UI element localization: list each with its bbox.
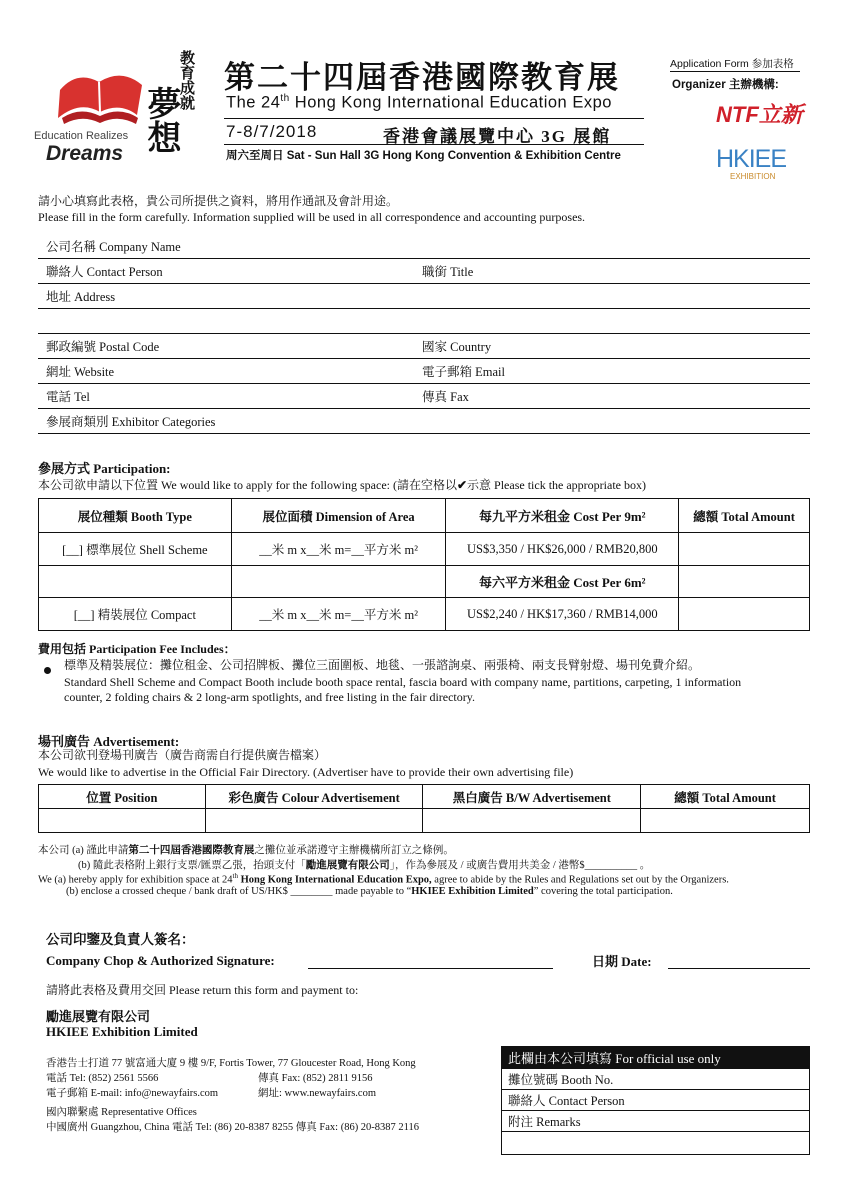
title-en bbox=[226, 93, 612, 113]
slogan-cn-small: 教育成就 bbox=[178, 50, 194, 110]
shell-scheme-total[interactable] bbox=[679, 533, 810, 566]
return-address: 香港告士打道 77 號富通大廈 9 樓 9/F, Fortis Tower, 77 Gloucester Road, Hong Kong bbox=[46, 1058, 416, 1069]
table-row bbox=[502, 1132, 810, 1155]
table-header-row bbox=[39, 499, 810, 533]
advertisement-en: We would like to advertise in the Official Fair Directory. (Advertiser have to provide their own advertising file) bbox=[38, 765, 574, 779]
organizer-label: Organizer 主辦機構: bbox=[672, 79, 779, 91]
table-row bbox=[502, 1090, 810, 1111]
return-website[interactable]: 網址: www.newayfairs.com bbox=[258, 1088, 376, 1099]
title-rule bbox=[224, 118, 644, 119]
slogan-en-line1: Education Realizes bbox=[34, 130, 129, 142]
title-label[interactable]: 職銜 Title bbox=[422, 265, 474, 279]
return-company-cn: 勵進展覽有限公司 bbox=[46, 1009, 151, 1024]
email-label[interactable]: 電子郵箱 Email bbox=[422, 365, 505, 379]
return-company-en: HKIEE Exhibition Limited bbox=[46, 1024, 198, 1039]
fee-en-line2: counter, 2 folding chairs & 2 long-arm spotlights, and free listing in the fair directory. bbox=[64, 690, 475, 704]
date-label: 日期 Date: bbox=[592, 954, 652, 969]
fee-heading: 費用包括 Participation Fee Includes： bbox=[38, 642, 236, 656]
official-booth-no[interactable]: 攤位號碼 Booth No. bbox=[502, 1069, 810, 1090]
address-field-line2[interactable] bbox=[38, 309, 810, 334]
shell-scheme-checkbox[interactable]: [__] 標準展位 Shell Scheme bbox=[39, 533, 232, 566]
check-icon: ✔ bbox=[456, 478, 468, 492]
agreement-en-b-pre: (b) enclose a crossed cheque / bank draft of US/HK$ ________ made payable to “ bbox=[66, 886, 412, 897]
compact-total[interactable] bbox=[679, 598, 810, 631]
participation-table bbox=[38, 498, 810, 631]
compact-checkbox[interactable]: [__] 精裝展位 Compact bbox=[39, 598, 232, 631]
title-cn: 第二十四屆香港國際教育展 bbox=[224, 60, 620, 95]
agreement-cn-b-pre: (b) 隨此表格附上銀行支票/匯票乙張，抬頭支付「 bbox=[78, 860, 306, 871]
header-cost-9m: 每九平方米租金 Cost Per 9m² bbox=[446, 499, 679, 533]
header-cost-6m: 每六平方米租金 Cost Per 6m² bbox=[446, 566, 679, 598]
participation-intro-post: 示意 Please tick the appropriate box) bbox=[467, 478, 646, 492]
agreement-cn-b-post: 」，作為參展及 / 或廣告費用共美金 / 港幣$__________ 。 bbox=[389, 860, 651, 871]
rep-line: 中國廣州 Guangzhou, China 電話 Tel: (86) 20-8387 8255 傳真 Fax: (86) 20-8387 2116 bbox=[46, 1122, 420, 1133]
website-email-row bbox=[38, 359, 810, 384]
agreement-en-b-post: ” covering the total participation. bbox=[533, 886, 673, 897]
table-row bbox=[39, 809, 810, 833]
signature-line[interactable] bbox=[308, 968, 553, 969]
notice-cn: 請小心填寫此表格，貴公司所提供之資料，將用作通訊及會計用途。 bbox=[38, 194, 399, 208]
shell-scheme-cost: US$3,350 / HK$26,000 / RMB20,800 bbox=[446, 533, 679, 566]
official-heading-row bbox=[502, 1047, 810, 1069]
tel-label[interactable]: 電話 Tel bbox=[46, 390, 90, 404]
header-dimension: 展位面積 Dimension of Area bbox=[231, 499, 446, 533]
contact-person-label[interactable]: 聯絡人 Contact Person bbox=[46, 265, 163, 279]
compact-cost: US$2,240 / HK$17,360 / RMB14,000 bbox=[446, 598, 679, 631]
contact-title-row bbox=[38, 259, 810, 284]
official-remarks[interactable]: 附注 Remarks bbox=[502, 1111, 810, 1132]
signature-cn: 公司印鑒及負責人簽名： bbox=[46, 932, 195, 947]
tel-fax-row bbox=[38, 384, 810, 409]
return-email[interactable]: 電子郵箱 E-mail: info@newayfairs.com bbox=[46, 1088, 219, 1099]
return-fax: 傳真 Fax: (852) 2811 9156 bbox=[258, 1073, 373, 1084]
agreement-en-a-sup: th bbox=[232, 872, 238, 880]
company-name-label: 公司名稱 Company Name bbox=[46, 240, 181, 254]
notice-en: Please fill in the form carefully. Information supplied will be used in all correspondence and accounting purposes. bbox=[38, 210, 586, 224]
shell-scheme-area[interactable]: __米 m x__米 m=__平方米 m² bbox=[231, 533, 446, 566]
colour-ad-input[interactable] bbox=[205, 809, 423, 833]
hkiee-logo-sub: EXHIBITION bbox=[730, 172, 776, 181]
return-tel: 電話 Tel: (852) 2561 5566 bbox=[46, 1073, 159, 1084]
agreement-en-a bbox=[38, 872, 729, 886]
table-row bbox=[39, 533, 810, 566]
agreement-cn-b bbox=[78, 857, 650, 872]
position-input[interactable] bbox=[39, 809, 206, 833]
bullet-icon bbox=[44, 661, 51, 679]
fee-cn: 標準及精裝展位：攤位租金、公司招牌板、攤位三面圍板、地毯、一張諮詢桌、兩張椅、兩支長臂射燈、場刊免費介紹。 bbox=[64, 658, 701, 672]
header-colour-ad: 彩色廣告 Colour Advertisement bbox=[205, 785, 423, 809]
title-en-pre: The 24 bbox=[226, 93, 281, 112]
header-position: 位置 Position bbox=[39, 785, 206, 809]
official-heading: 此欄由本公司填寫 For official use only bbox=[502, 1047, 810, 1069]
table-row bbox=[502, 1069, 810, 1090]
agreement-en-a-bold: Hong Kong International Education Expo, bbox=[237, 874, 432, 886]
empty-cell bbox=[231, 566, 446, 598]
slogan-cn-big: 夢想 bbox=[142, 86, 179, 154]
title-en-sup: th bbox=[280, 93, 290, 104]
advertisement-heading: 場刊廣告 Advertisement: bbox=[38, 734, 180, 749]
rep-heading: 國內聯繫處 Representative Offices bbox=[46, 1107, 197, 1118]
fee-en-line1: Standard Shell Scheme and Compact Booth include booth space rental, fascia board with company name, partitions, carpeting, 1 information bbox=[64, 675, 742, 689]
address-field[interactable] bbox=[38, 284, 810, 309]
slogan-en-line2: Dreams bbox=[46, 142, 124, 165]
application-form-label: Application Form 参加表格 bbox=[670, 58, 794, 70]
participation-intro bbox=[38, 478, 646, 492]
book-logo-icon bbox=[52, 60, 147, 130]
table-row bbox=[39, 598, 810, 631]
agreement-cn-a-post: 之攤位並承諾遵守主辦機構所訂立之條例。 bbox=[254, 845, 454, 856]
exhibitor-categories-label: 參展商類別 Exhibitor Categories bbox=[46, 415, 216, 429]
table-row bbox=[502, 1111, 810, 1132]
exhibitor-categories-field[interactable] bbox=[38, 409, 810, 434]
table-header-row bbox=[39, 785, 810, 809]
official-remarks-blank[interactable] bbox=[502, 1132, 810, 1155]
agreement-en-b bbox=[66, 886, 673, 897]
participation-intro-pre: 本公司欲申請以下位置 We would like to apply for the following space: (請在空格以 bbox=[38, 478, 457, 492]
venue-cn: 香港會議展覽中心 3G 展館 bbox=[383, 127, 612, 146]
header-booth-type: 展位種類 Booth Type bbox=[39, 499, 232, 533]
venue-rule bbox=[224, 144, 644, 145]
company-name-field[interactable] bbox=[38, 234, 810, 259]
organizer-rule bbox=[670, 71, 800, 72]
agreement-cn-a bbox=[38, 842, 454, 857]
agreement-cn-a-pre: 本公司 (a) 謹此申請 bbox=[38, 845, 129, 856]
ntf-logo: NTF立新 bbox=[716, 102, 803, 127]
agreement-en-a-pre: We (a) hereby apply for exhibition space at 24 bbox=[38, 874, 233, 886]
empty-cell bbox=[679, 566, 810, 598]
agreement-en-a-post: agree to abide by the Rules and Regulations set out by the Organizers. bbox=[431, 874, 729, 886]
advertisement-cn: 本公司欲刊登場刊廣告（廣告商需自行提供廣告檔案） bbox=[38, 748, 327, 762]
bw-ad-input[interactable] bbox=[423, 809, 641, 833]
official-use-box bbox=[501, 1046, 810, 1155]
postal-code-label[interactable]: 郵政編號 Postal Code bbox=[46, 340, 160, 354]
return-note: 請將此表格及費用交回 Please return this form and payment to: bbox=[46, 983, 359, 997]
title-en-post: Hong Kong International Education Expo bbox=[289, 93, 612, 112]
website-label[interactable]: 網址 Website bbox=[46, 365, 115, 379]
header-total-amount: 總額 Total Amount bbox=[679, 499, 810, 533]
address-label: 地址 Address bbox=[46, 290, 116, 304]
hkiee-logo: HKIEE bbox=[716, 145, 787, 173]
agreement-en-b-bold: HKIEE Exhibition Limited bbox=[411, 886, 534, 897]
advertisement-table bbox=[38, 784, 810, 833]
postal-country-row bbox=[38, 334, 810, 359]
ad-total-input[interactable] bbox=[641, 809, 810, 833]
participation-heading: 參展方式 Participation: bbox=[38, 461, 171, 476]
table-row bbox=[39, 566, 810, 598]
event-dates: 7-8/7/2018 bbox=[226, 122, 318, 141]
date-line[interactable] bbox=[668, 968, 810, 969]
venue-en: 周六至周日 Sat - Sun Hall 3G Hong Kong Convention & Exhibition Centre bbox=[226, 150, 621, 162]
header-bw-ad: 黑白廣告 B/W Advertisement bbox=[423, 785, 641, 809]
compact-area[interactable]: __米 m x__米 m=__平方米 m² bbox=[231, 598, 446, 631]
signature-en: Company Chop & Authorized Signature: bbox=[46, 953, 275, 968]
header-ad-total: 總額 Total Amount bbox=[641, 785, 810, 809]
agreement-cn-a-bold: 第二十四屆香港國際教育展 bbox=[128, 845, 255, 856]
empty-cell bbox=[39, 566, 232, 598]
country-label[interactable]: 國家 Country bbox=[422, 340, 492, 354]
agreement-cn-b-bold: 勵進展覽有限公司 bbox=[305, 860, 390, 871]
official-contact-person[interactable]: 聯絡人 Contact Person bbox=[502, 1090, 810, 1111]
fax-label[interactable]: 傳真 Fax bbox=[422, 390, 469, 404]
